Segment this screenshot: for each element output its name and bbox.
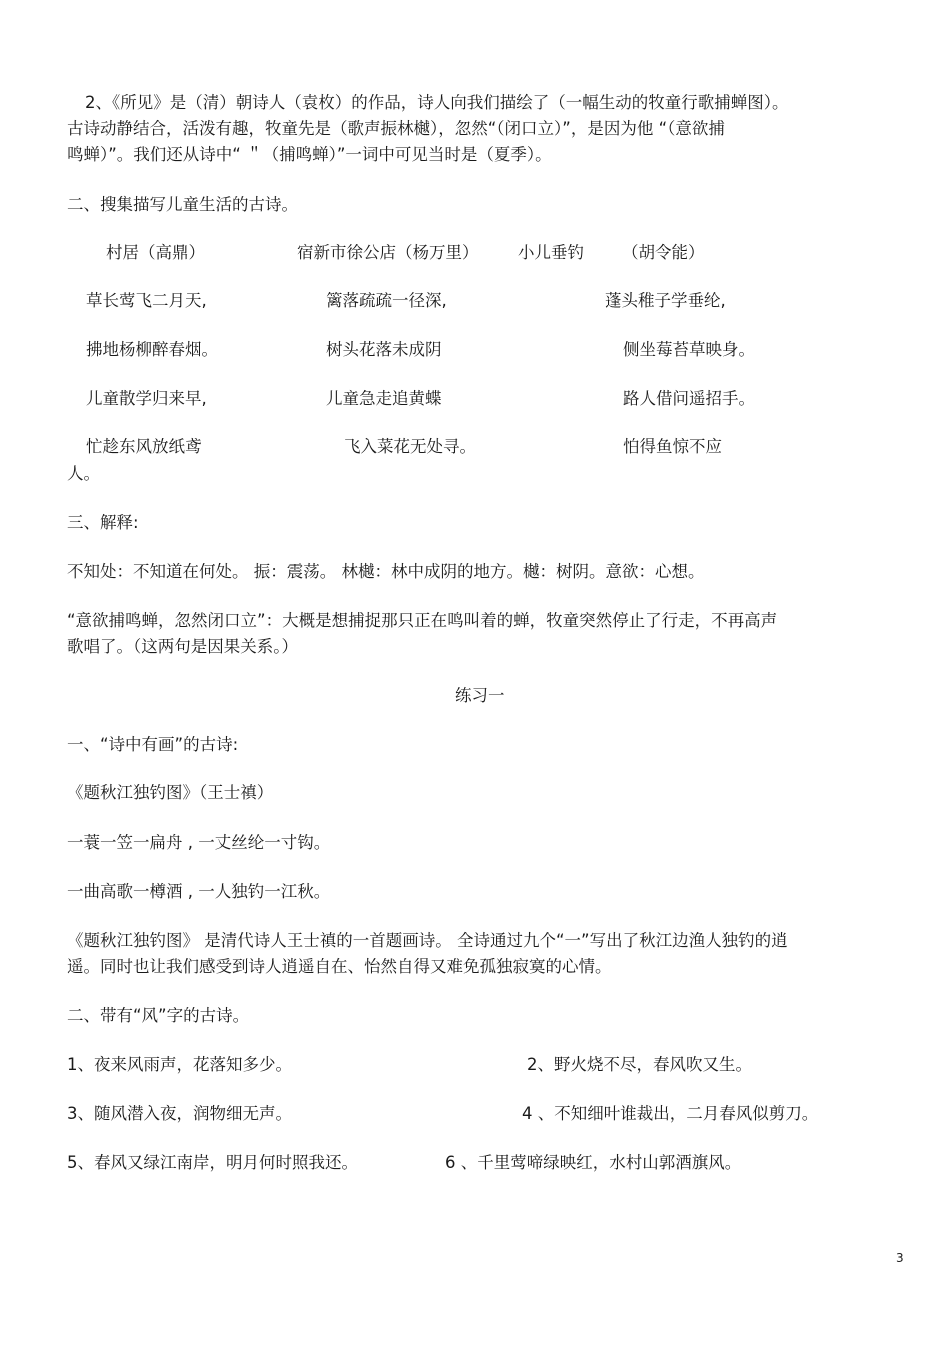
poem-line: 拂地杨柳醉春烟。 [86,340,218,359]
quote-line-2: 歌唱了。（这两句是因果关系。） [67,637,298,656]
poem-title-cunju: 村居（高鼎） [106,243,205,262]
poem-line: 蓬头稚子学垂纶, [605,291,726,310]
wind-poem-item: 5、春风又绿江南岸，明月何时照我还。 [67,1153,358,1172]
poem-line: 一蓑一笠一扁舟 , 一丈丝纶一寸钩。 [67,833,331,852]
poem-line-wrap: 人。 [67,464,100,483]
poem-line: 一曲高歌一樽酒 , 一人独钓一江秋。 [67,882,331,901]
poem-line: 树头花落未成阴 [326,340,442,359]
page-number: 3 [896,1251,904,1265]
poem-line: 忙趁东风放纸鸢 [86,437,202,456]
wind-poem-item: 1、夜来风雨声，花落知多少。 [67,1055,292,1074]
q2-line-1: 2、《所见》是（清）朝诗人（袁枚）的作品，诗人向我们描绘了（一幅生动的牧童行歌捕蝉图）。 [85,93,789,112]
heading-explain: 三、解释: [67,513,139,532]
heading-collect-poems: 二、搜集描写儿童生活的古诗。 [67,195,298,214]
exercise-title: 练习一 [455,686,505,705]
wind-poem-item: 6 、千里莺啼绿映红，水村山郭酒旗风。 [445,1153,742,1172]
poem-line: 草长莺飞二月天, [86,291,207,310]
heading-wind-poems: 二、带有“风”字的古诗。 [67,1006,250,1025]
poem-author-xiaoer: （胡令能） [622,243,705,262]
poem-line: 飞入菜花无处寻。 [344,437,476,456]
poem-line: 侧坐莓苔草映身。 [623,340,755,359]
poem-line: 儿童散学归来早, [86,389,207,408]
heading-poem-with-picture: 一、“诗中有画”的古诗: [67,735,239,754]
poem-line: 儿童急走追黄蝶 [326,389,442,408]
quote-line-1: “意欲捕鸣蝉，忽然闭口立”：大概是想捕捉那只正在鸣叫着的蝉，牧童突然停止了行走，不再高声 [67,611,778,630]
wind-poem-item: 2、野火烧不尽，春风吹又生。 [527,1055,752,1074]
poem-title: 《题秋江独钓图》（王士禛） [67,783,274,802]
wind-poem-item: 3、随风潜入夜，润物细无声。 [67,1104,292,1123]
q2-line-3: 鸣蝉）”。我们还从诗中“ ＂（捕鸣蝉）”一词中可见当时是（夏季）。 [67,145,552,164]
description-line-1: 《题秋江独钓图》 是清代诗人王士禛的一首题画诗。 全诗通过九个“一”写出了秋江边渔人独钓的逍 [67,931,788,950]
wind-poem-item: 4 、不知细叶谁裁出，二月春风似剪刀。 [522,1104,819,1123]
poem-title-suxinshi: 宿新市徐公店（杨万里） [297,243,479,262]
description-line-2: 遥。同时也让我们感受到诗人逍遥自在、怡然自得又难免孤独寂寞的心情。 [67,957,612,976]
poem-line: 篱落疏疏一径深, [326,291,447,310]
q2-line-2: 古诗动静结合，活泼有趣，牧童先是（歌声振林樾），忽然“（闭口立）”，是因为他 “（意欲捕 [67,119,725,138]
poem-line: 怕得鱼惊不应 [623,437,722,456]
explain-line: 不知处：不知道在何处。 振：震荡。 林樾：林中成阴的地方。樾：树阴。意欲：心想。 [67,562,705,581]
poem-title-xiaoer: 小儿垂钓 [518,243,584,262]
poem-line: 路人借问遥招手。 [623,389,755,408]
